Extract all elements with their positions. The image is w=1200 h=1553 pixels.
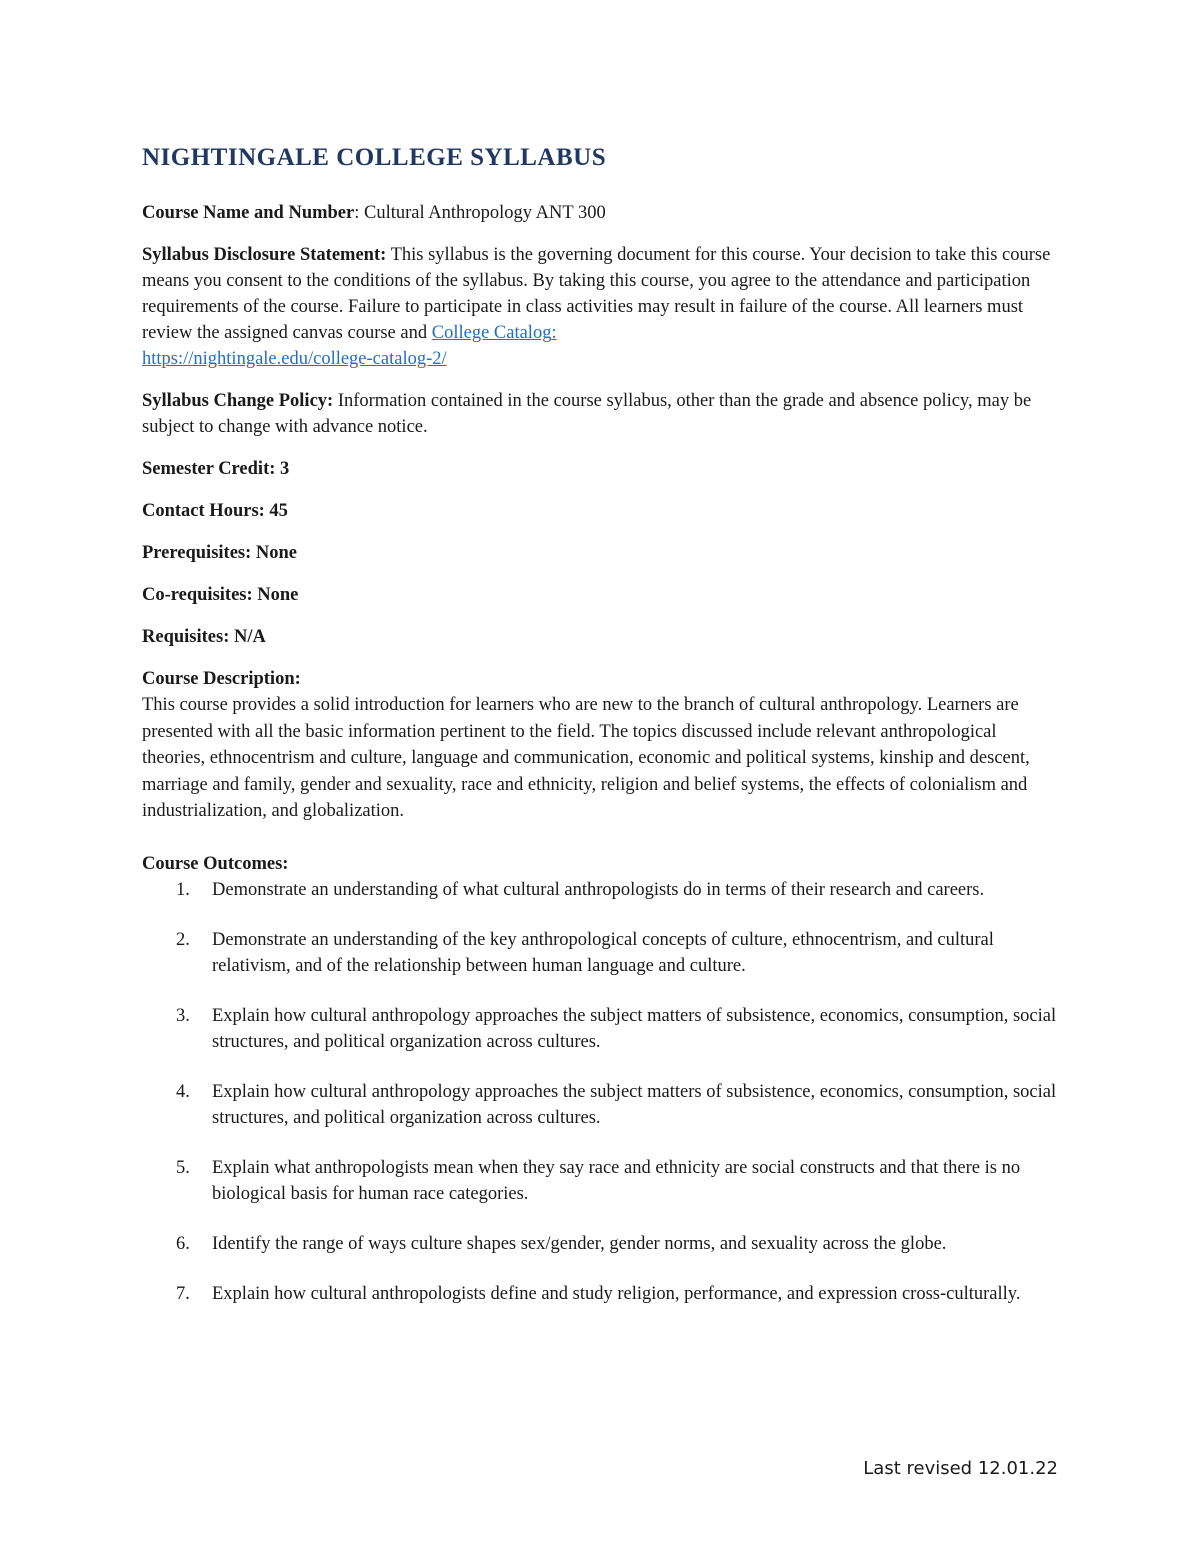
outcome-number: 5.	[176, 1157, 190, 1178]
last-revised-footer: Last revised 12.01.22	[863, 1458, 1058, 1479]
outcome-number: 2.	[176, 929, 190, 950]
change-policy-paragraph	[142, 388, 1062, 440]
outcome-number: 4.	[176, 1081, 190, 1102]
outcome-text: Demonstrate an understanding of the key anthropological concepts of culture, ethnocentrism, and cultural relativism, and of the relationship between human language and culture.	[212, 929, 994, 976]
outcome-text: Explain how cultural anthropology approaches the subject matters of subsistence, economics, consumption, social structures, and political organization across cultures.	[212, 1005, 1057, 1052]
course-name-value: : Cultural Anthropology ANT 300	[354, 203, 606, 223]
list-item	[142, 1079, 1062, 1131]
list-item	[142, 1281, 1062, 1307]
page-title: NIGHTINGALE COLLEGE SYLLABUS	[142, 144, 607, 171]
list-item	[142, 927, 1062, 979]
list-item	[142, 1003, 1062, 1055]
course-outcomes-heading: Course Outcomes:	[142, 853, 289, 874]
list-item	[142, 1231, 1062, 1257]
college-catalog-url-link[interactable]: https://nightingale.edu/college-catalog-2/	[142, 349, 447, 369]
prerequisites: Prerequisites: None	[142, 543, 298, 563]
course-description-heading: Course Description:	[142, 669, 301, 689]
contact-hours: Contact Hours: 45	[142, 501, 288, 521]
outcome-number: 1.	[176, 879, 190, 900]
course-outcomes-list	[142, 877, 1062, 1307]
outcome-text: Identify the range of ways culture shapes sex/gender, gender norms, and sexuality across the globe.	[212, 1233, 947, 1254]
disclosure-paragraph	[142, 242, 1062, 372]
outcome-text: Explain what anthropologists mean when they say race and ethnicity are social constructs and that there is no biological basis for human race categories.	[212, 1157, 1021, 1204]
change-policy-label: Syllabus Change Policy:	[142, 391, 334, 411]
change-policy-text: Information contained in the course syllabus, other than the grade and absence policy, may be subject to change with advance notice.	[142, 391, 1032, 437]
outcome-text: Demonstrate an understanding of what cultural anthropologists do in terms of their research and careers.	[212, 879, 985, 900]
outcome-text: Explain how cultural anthropology approaches the subject matters of subsistence, economics, consumption, social structures, and political organization across cultures.	[212, 1081, 1057, 1128]
corequisites: Co-requisites: None	[142, 585, 299, 605]
course-name-paragraph	[142, 200, 1062, 226]
college-catalog-link[interactable]: College Catalog	[431, 323, 552, 343]
course-description-text: This course provides a solid introduction for learners who are new to the branch of cultural anthropology. Learners are presented with all the basic information pertinent to the field. The topics discussed include relevant anthropological theories, ethnocentrism and culture, language and communication, economic and political systems, kinship and descent, marriage and family, gender and sexuality, race and ethnicity, religion and belief systems, the effects of colonialism and industrialization, and globalization.	[142, 695, 1030, 821]
outcome-number: 3.	[176, 1005, 190, 1026]
list-item	[142, 1155, 1062, 1207]
outcome-text: Explain how cultural anthropologists define and study religion, performance, and expression cross-culturally.	[212, 1283, 1021, 1304]
disclosure-label: Syllabus Disclosure Statement:	[142, 245, 387, 265]
requisites: Requisites: N/A	[142, 627, 266, 647]
outcome-number: 6.	[176, 1233, 190, 1254]
semester-credit: Semester Credit: 3	[142, 459, 290, 479]
course-name-label: Course Name and Number	[142, 203, 355, 223]
list-item	[142, 877, 1062, 903]
outcome-number: 7.	[176, 1283, 190, 1304]
college-catalog-link-colon[interactable]: :	[551, 323, 557, 343]
syllabus-page	[142, 140, 1062, 1331]
disclosure-text: This syllabus is the governing document for this course. Your decision to take this course means you consent to the conditions of the syllabus. By taking this course, you agree to the attendance and participation requirements of the course. Failure to participate in class activities may result in failure of the course. All learners must review the assigned canvas course and	[142, 245, 1051, 343]
